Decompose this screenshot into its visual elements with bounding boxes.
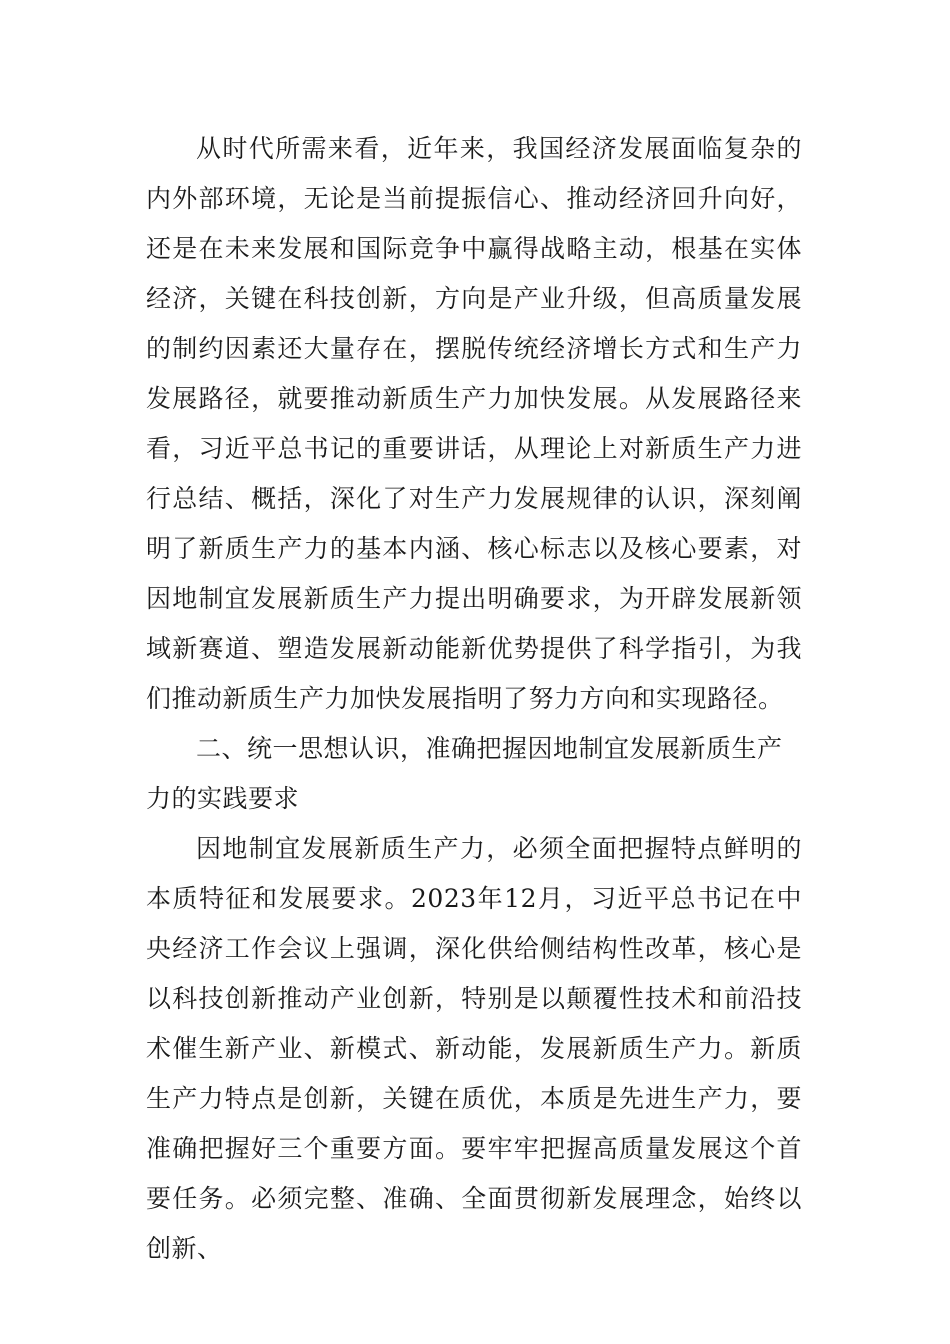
document-page [146,124,802,1274]
paragraph-1: 从时代所需来看，近年来，我国经济发展面临复杂的内外部环境，无论是当前提振信心、推动经济回升向好，还是在未来发展和国际竞争中赢得战略主动，根基在实体经济，关键在科技创新，方向是产业升级，但高质量发展的制约因素还大量存在，摆脱传统经济增长方式和生产力发展路径，就要推动新质生产力加快发展。从发展路径来看，习近平总书记的重要讲话，从理论上对新质生产力进行总结、概括，深化了对生产力发展规律的认识，深刻阐明了新质生产力的基本内涵、核心标志以及核心要素，对因地制宜发展新质生产力提出明确要求，为开辟发展新领域新赛道、塑造发展新动能新优势提供了科学指引，为我们推动新质生产力加快发展指明了努力方向和实现路径。 [146,134,802,713]
paragraph-2: 因地制宜发展新质生产力，必须全面把握特点鲜明的本质特征和发展要求。2023年12月，习近平总书记在中央经济工作会议上强调，深化供给侧结构性改革，核心是以科技创新推动产业创新，特别是以颠覆性技术和前沿技术催生新产业、新模式、新动能，发展新质生产力。新质生产力特点是创新，关键在质优，本质是先进生产力，要准确把握好三个重要方面。要牢牢把握高质量发展这个首要任务。必须完整、准确、全面贯彻新发展理念，始终以创新、 [146,834,802,1263]
section-heading-2: 二、统一思想认识，准确把握因地制宜发展新质生产力的实践要求 [146,734,783,813]
